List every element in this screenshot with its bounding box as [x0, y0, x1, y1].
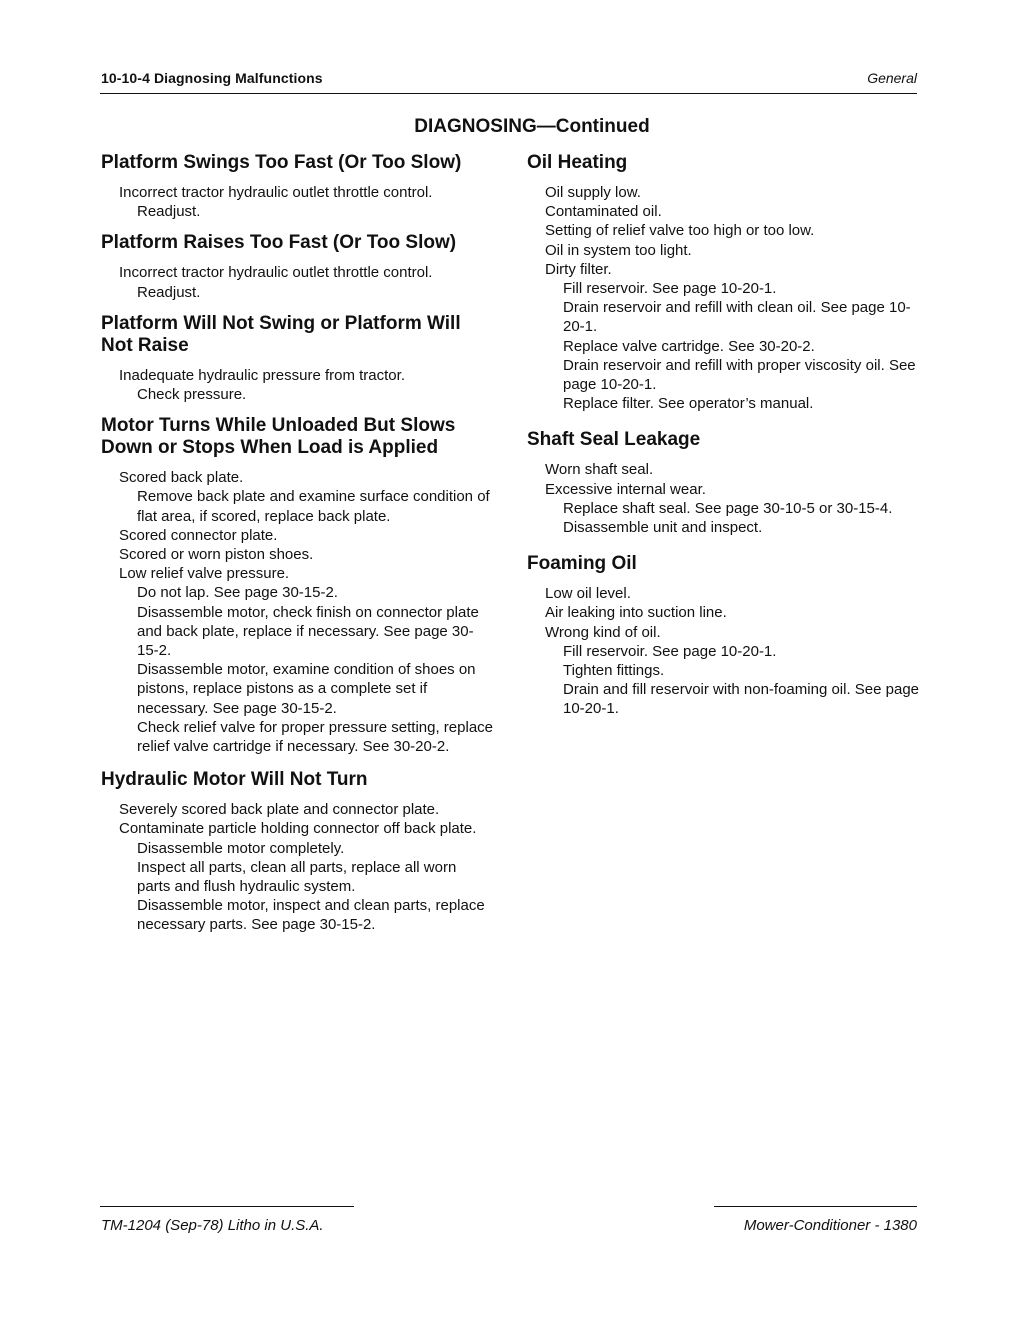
cause-line: Scored back plate.: [119, 469, 244, 487]
section-heading: Oil Heating: [527, 152, 628, 173]
remedy-line: Disassemble motor completely.: [137, 839, 345, 857]
section-heading: Platform Raises Too Fast (Or Too Slow): [101, 232, 457, 254]
footer-right: Mower-Conditioner - 1380: [743, 1217, 917, 1234]
running-header-left: 10-10-4 Diagnosing Malfunctions: [101, 70, 323, 86]
remedy-line: Disassemble unit and inspect.: [563, 519, 763, 537]
remedy-line: Check pressure.: [137, 386, 247, 404]
section-heading: Hydraulic Motor Will Not Turn: [101, 769, 368, 791]
cause-line: Incorrect tractor hydraulic outlet throttle control.: [119, 264, 433, 282]
cause-line: Low oil level.: [545, 585, 631, 603]
cause-line: Worn shaft seal.: [545, 461, 654, 479]
remedy-line: Drain and fill reservoir with non-foaming oil. See page 10-20-1.: [563, 681, 920, 718]
cause-line: Low relief valve pressure.: [119, 565, 290, 583]
remedy-line: Replace valve cartridge. See 30-20-2.: [563, 337, 815, 355]
remedy-line: Remove back plate and examine surface condition of flat area, if scored, replace back plate.: [137, 488, 490, 525]
diagnosis-section: [101, 769, 493, 934]
cause-line: Excessive internal wear.: [545, 480, 706, 498]
cause-line: Contaminate particle holding connector off back plate.: [119, 820, 477, 838]
diagnosis-section: [101, 415, 493, 756]
diagnosis-section: [101, 232, 493, 301]
cause-line: Scored or worn piston shoes.: [119, 546, 314, 564]
cause-line: Severely scored back plate and connector plate.: [119, 801, 440, 819]
remedy-line: Replace filter. See operator’s manual.: [563, 395, 814, 413]
running-header-right: General: [867, 70, 917, 86]
remedy-line: Replace shaft seal. See page 30-10-5 or 30-15-4.: [563, 499, 893, 517]
remedy-line: Disassemble motor, check finish on connector plate and back plate, replace if necessary. See page 30-15-2.: [137, 603, 479, 660]
remedy-line: Do not lap. See page 30-15-2.: [137, 584, 338, 602]
remedy-line: Tighten fittings.: [563, 662, 665, 680]
diagnosis-section: [527, 429, 919, 537]
section-heading: Shaft Seal Leakage: [527, 429, 701, 451]
section-heading: Foaming Oil: [527, 553, 637, 575]
cause-line: Wrong kind of oil.: [545, 623, 661, 641]
footer-left: TM-1204 (Sep-78) Litho in U.S.A.: [101, 1217, 324, 1234]
remedy-line: Drain reservoir and refill with proper viscosity oil. See page 10-20-1.: [563, 356, 916, 394]
page-title: DIAGNOSING—Continued: [414, 116, 650, 137]
section-heading: Platform Swings Too Fast (Or Too Slow): [101, 152, 462, 173]
diagnosis-section: [527, 553, 919, 718]
remedy-line: Readjust.: [137, 203, 201, 221]
remedy-line: Inspect all parts, clean all parts, replace all worn parts and flush hydraulic system.: [137, 858, 457, 896]
cause-line: Air leaking into suction line.: [545, 604, 727, 622]
diagnosis-section: [101, 313, 493, 404]
cause-line: Inadequate hydraulic pressure from tractor.: [119, 366, 405, 384]
remedy-line: Disassemble motor, examine condition of shoes on pistons, replace pistons as a complete set if necessary. See page 30-15-2.: [137, 661, 476, 717]
diagnosis-section: [527, 152, 919, 413]
header-rule: [100, 93, 917, 94]
section-heading: Platform Will Not Swing or Platform Will Not Raise: [101, 312, 461, 356]
left-column: [101, 152, 493, 935]
cause-line: Dirty filter.: [545, 260, 612, 278]
remedy-line: Fill reservoir. See page 10-20-1.: [563, 642, 777, 660]
remedy-line: Readjust.: [137, 283, 201, 301]
cause-line: Setting of relief valve too high or too low.: [545, 222, 815, 240]
right-column: [527, 152, 919, 719]
cause-line: Incorrect tractor hydraulic outlet throttle control.: [119, 184, 433, 201]
cause-line: Oil supply low.: [545, 184, 641, 201]
footer-rule-right: [714, 1206, 917, 1207]
remedy-line: Drain reservoir and refill with clean oil. See page 10-20-1.: [563, 299, 911, 336]
cause-line: Scored connector plate.: [119, 526, 278, 544]
cause-line: Contaminated oil.: [545, 203, 662, 221]
remedy-line: Fill reservoir. See page 10-20-1.: [563, 280, 777, 298]
cause-line: Oil in system too light.: [545, 241, 692, 259]
remedy-line: Disassemble motor, inspect and clean parts, replace necessary parts. See page 30-15-2.: [137, 897, 485, 934]
section-heading: Motor Turns While Unloaded But Slows Down or Stops When Load is Applied: [101, 415, 456, 459]
diagnosis-section: [101, 152, 493, 221]
footer-rule-left: [100, 1206, 354, 1207]
remedy-line: Check relief valve for proper pressure setting, replace relief valve cartridge if necessary. See 30-20-2.: [137, 718, 494, 756]
